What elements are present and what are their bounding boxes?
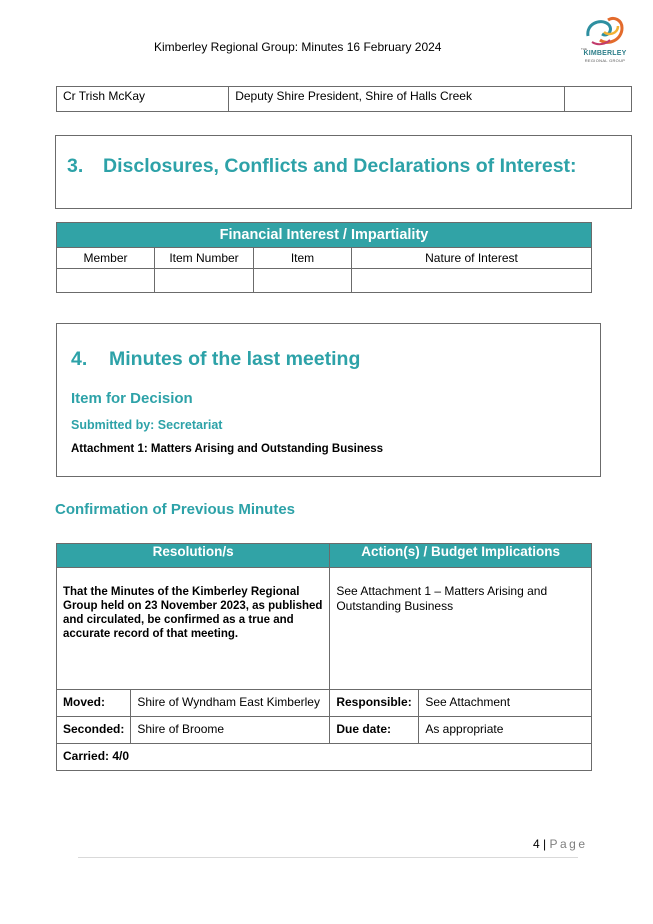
resolution-column-head: Resolution/s bbox=[57, 544, 330, 568]
col-item: Item bbox=[254, 248, 352, 269]
section-3-heading bbox=[67, 155, 577, 178]
seconded-label: Seconded: bbox=[57, 717, 131, 744]
item-type: Item for Decision bbox=[71, 390, 193, 407]
action-text: See Attachment 1 – Matters Arising and Outstanding Business bbox=[330, 568, 592, 690]
table-row bbox=[57, 744, 592, 771]
page-number: 4 bbox=[533, 837, 540, 851]
logo-swirl-icon bbox=[578, 14, 632, 50]
table-header-row bbox=[57, 544, 592, 568]
table-row bbox=[57, 87, 632, 112]
action-column-head: Action(s) / Budget Implications bbox=[330, 544, 592, 568]
table-cell bbox=[57, 269, 155, 293]
carried-result: Carried: 4/0 bbox=[57, 744, 592, 771]
seconded-value: Shire of Broome bbox=[131, 717, 330, 744]
table-row bbox=[57, 717, 592, 744]
footer-divider bbox=[78, 857, 578, 858]
responsible-label: Responsible: bbox=[330, 690, 419, 717]
section-3-title: Disclosures, Conflicts and Declarations of Interest: bbox=[103, 155, 577, 177]
table-row bbox=[57, 269, 592, 293]
table-cell bbox=[254, 269, 352, 293]
financial-interest-heading: Financial Interest / Impartiality bbox=[57, 223, 592, 248]
confirmation-heading: Confirmation of Previous Minutes bbox=[55, 501, 296, 518]
attendee-role: Deputy Shire President, Shire of Halls Creek bbox=[229, 87, 564, 112]
attachment-label: Attachment 1: Matters Arising and Outstanding Business bbox=[71, 443, 384, 455]
table-cell bbox=[352, 269, 592, 293]
due-date-label: Due date: bbox=[330, 717, 419, 744]
attendee-name: Cr Trish McKay bbox=[57, 87, 229, 112]
attendee-table bbox=[56, 86, 632, 112]
table-cell bbox=[155, 269, 254, 293]
table-row bbox=[57, 568, 592, 690]
page-footer bbox=[533, 837, 588, 851]
moved-value: Shire of Wyndham East Kimberley bbox=[131, 690, 330, 717]
document-header-title: Kimberley Regional Group: Minutes 16 February 2024 bbox=[154, 40, 442, 54]
responsible-value: See Attachment bbox=[419, 690, 592, 717]
logo-small-text: THE bbox=[581, 47, 587, 51]
section-3-box bbox=[55, 135, 632, 209]
logo-subtitle: REGIONAL GROUP bbox=[584, 58, 626, 63]
page-word: Page bbox=[549, 837, 588, 851]
submitted-by: Submitted by: Secretariat bbox=[71, 418, 223, 432]
attendee-extra bbox=[564, 87, 631, 112]
col-item-number: Item Number bbox=[155, 248, 254, 269]
page-separator: | bbox=[543, 837, 547, 851]
col-nature-of-interest: Nature of Interest bbox=[352, 248, 592, 269]
section-4-box bbox=[56, 323, 601, 477]
col-member: Member bbox=[57, 248, 155, 269]
moved-label: Moved: bbox=[57, 690, 131, 717]
table-row bbox=[57, 248, 592, 269]
section-4-title: Minutes of the last meeting bbox=[109, 348, 361, 370]
resolution-table bbox=[56, 543, 592, 771]
section-4-number: 4. bbox=[71, 348, 88, 370]
due-date-value: As appropriate bbox=[419, 717, 592, 744]
logo-name: KIMBERLEY bbox=[583, 50, 627, 57]
kimberley-logo bbox=[578, 14, 632, 66]
resolution-text: That the Minutes of the Kimberley Regional Group held on 23 November 2023, as published and circulated, be confirmed as a true and accurate record of that meeting. bbox=[57, 568, 330, 690]
financial-interest-table bbox=[56, 222, 592, 293]
table-header-row bbox=[57, 223, 592, 248]
section-3-number: 3. bbox=[67, 155, 84, 177]
table-row bbox=[57, 690, 592, 717]
section-4-heading bbox=[71, 348, 360, 371]
